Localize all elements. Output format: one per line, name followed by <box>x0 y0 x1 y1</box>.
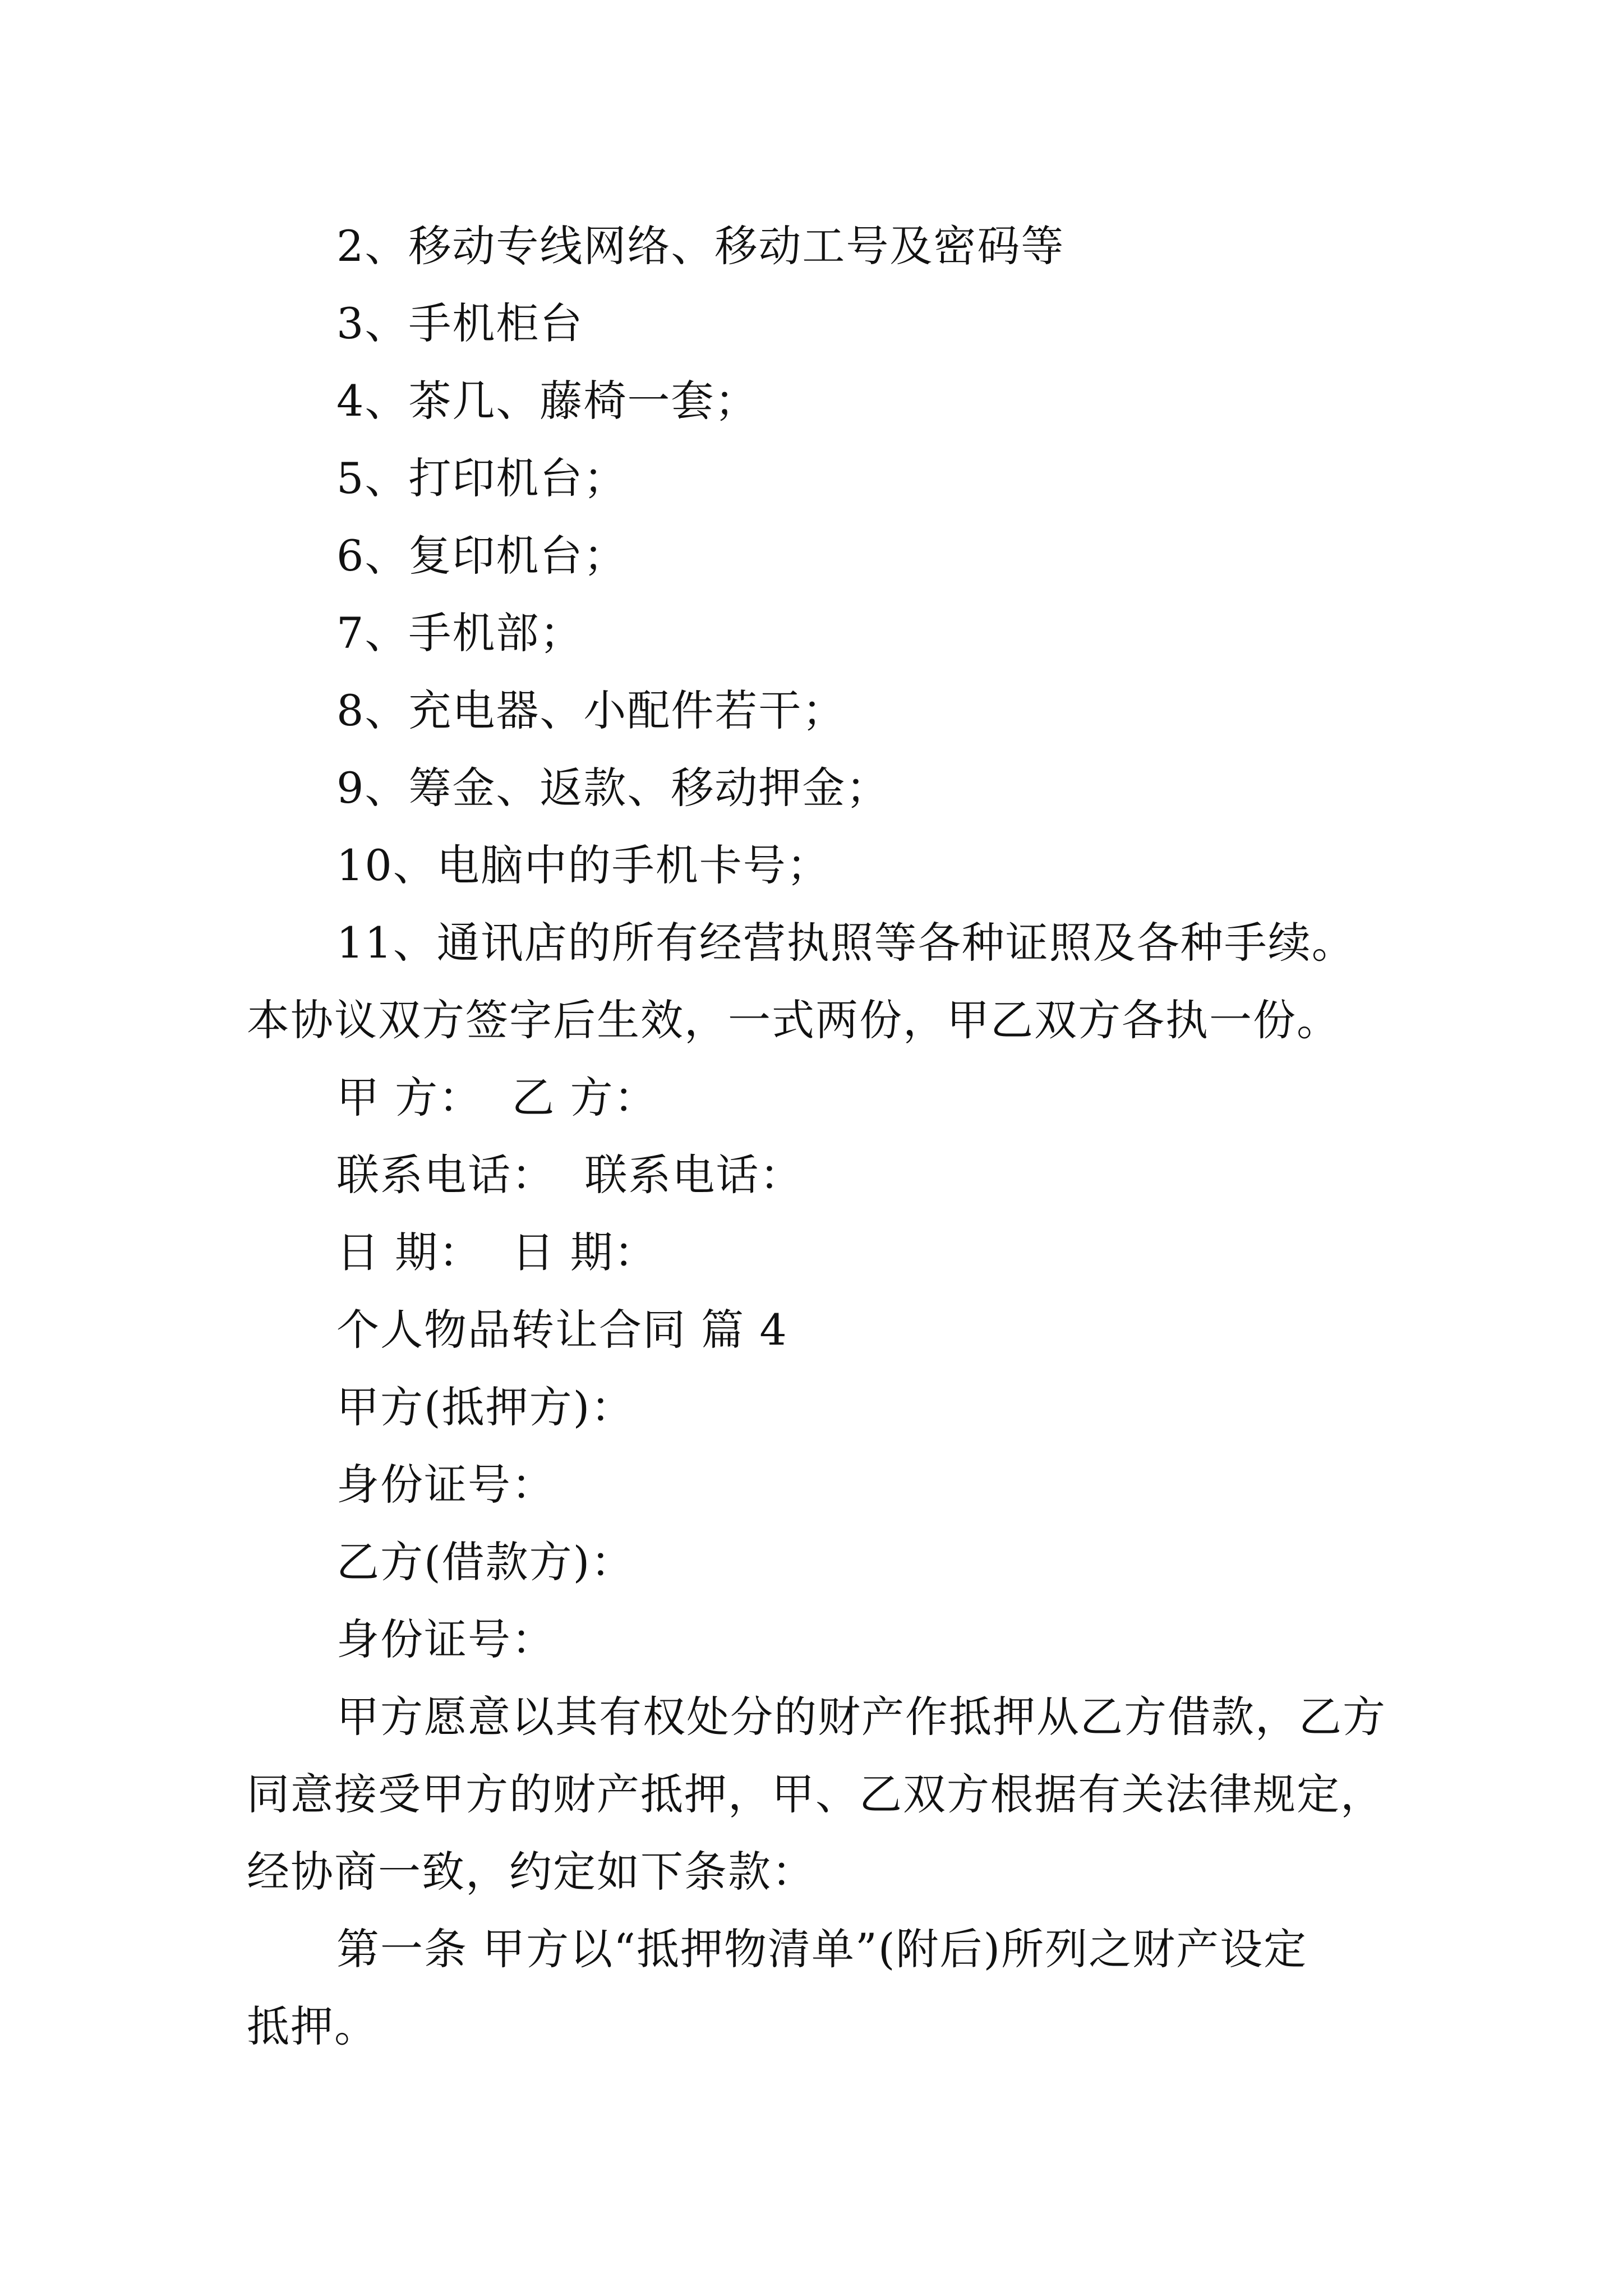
signature-parties: 甲 方： 乙 方： <box>336 1073 658 1122</box>
preamble-line-3: 经协商一致，约定如下条款： <box>247 1847 815 1897</box>
party-a-label: 甲方(抵押方)： <box>336 1382 635 1432</box>
list-item-5: 5、打印机台； <box>336 453 628 503</box>
signature-phone: 联系电话： 联系电话： <box>336 1150 804 1200</box>
effect-clause: 本协议双方签字后生效，一式两份，甲乙双方各执一份。 <box>247 995 1340 1045</box>
list-item-11: 11、通讯店的所有经营执照等各种证照及各种手续。 <box>336 918 1355 968</box>
list-item-9: 9、筹金、返款、移动押金； <box>336 763 890 813</box>
preamble-line-2: 同意接受甲方的财产抵押，甲、乙双方根据有关法律规定， <box>247 1769 1384 1819</box>
signature-date: 日 期： 日 期： <box>336 1227 658 1277</box>
list-item-7: 7、手机部； <box>336 608 584 658</box>
party-b-id-label: 身份证号： <box>336 1614 555 1664</box>
section-heading: 个人物品转让合同 篇 4 <box>336 1305 788 1355</box>
party-b-label: 乙方(借款方)： <box>336 1537 635 1587</box>
article-1-line-1: 第一条 甲方以“抵押物清单”(附后)所列之财产设定 <box>336 1924 1308 1974</box>
list-item-2: 2、移动专线网络、移动工号及密码等 <box>336 221 1065 271</box>
list-item-8: 8、充电器、小配件若干； <box>336 685 846 735</box>
list-item-6: 6、复印机台； <box>336 531 628 581</box>
list-item-10: 10、电脑中的手机卡号； <box>336 840 831 890</box>
article-1-line-2: 抵押。 <box>247 2001 378 2051</box>
document-body <box>247 208 1391 2065</box>
preamble-line-1: 甲方愿意以其有权处分的财产作抵押从乙方借款，乙方 <box>336 1692 1386 1742</box>
list-item-4: 4、茶几、藤椅一套； <box>336 376 759 426</box>
party-a-id-label: 身份证号： <box>336 1460 555 1510</box>
list-item-3: 3、手机柜台 <box>336 298 584 348</box>
